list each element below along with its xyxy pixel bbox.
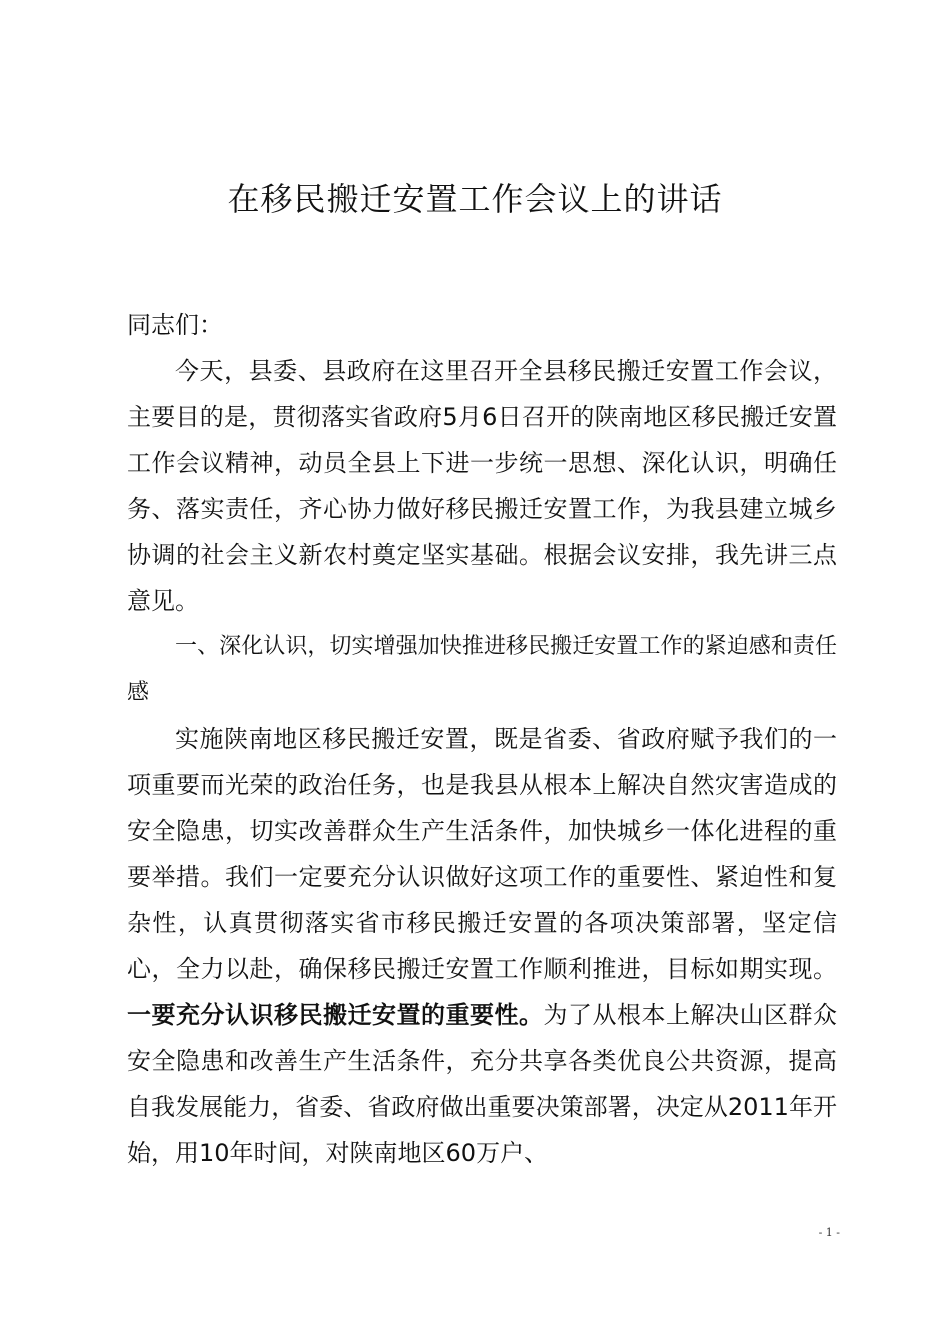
intro-paragraph: 今天，县委、县政府在这里召开全县移民搬迁安置工作会议，主要目的是，贯彻落实省政府5月6日召开的陕南地区移民搬迁安置工作会议精神，动员全县上下进一步统一思想、深化认识，明确任务、落实责任，齐心协力做好移民搬迁安置工作，为我县建立城乡协调的社会主义新农村奠定坚实基础。根据会议安排，我先讲三点意见。 (127, 357, 837, 615)
section-heading: 一、深化认识，切实增强加快推进移民搬迁安置工作的紧迫感和责任感 (127, 634, 837, 705)
salutation: 同志们： (127, 311, 223, 339)
page-number: - 1 - (818, 1226, 840, 1239)
section-body-emphasis: 一要充分认识移民搬迁安置的重要性。 (127, 1001, 544, 1029)
section-paragraph (127, 716, 837, 1176)
document-body (127, 302, 837, 1176)
section-body-continuation: 为了从根本上解决山区群众安全隐患和改善生产生活条件，充分共享各类优良公共资源，提高自我发展能力，省委、省政府做出重要决策部署，决定从2011年开始，用10年时间，对陕南地区60万户、 (127, 1001, 837, 1167)
document-title: 在移民搬迁安置工作会议上的讲话 (227, 180, 723, 219)
section-body-text: 实施陕南地区移民搬迁安置，既是省委、省政府赋予我们的一项重要而光荣的政治任务，也是我县从根本上解决自然灾害造成的安全隐患，切实改善群众生产生活条件，加快城乡一体化进程的重要举措。我们一定要充分认识做好这项工作的重要性、紧迫性和复杂性，认真贯彻落实省市移民搬迁安置的各项决策部署，坚定信心，全力以赴，确保移民搬迁安置工作顺利推进，目标如期实现。 (127, 725, 837, 983)
